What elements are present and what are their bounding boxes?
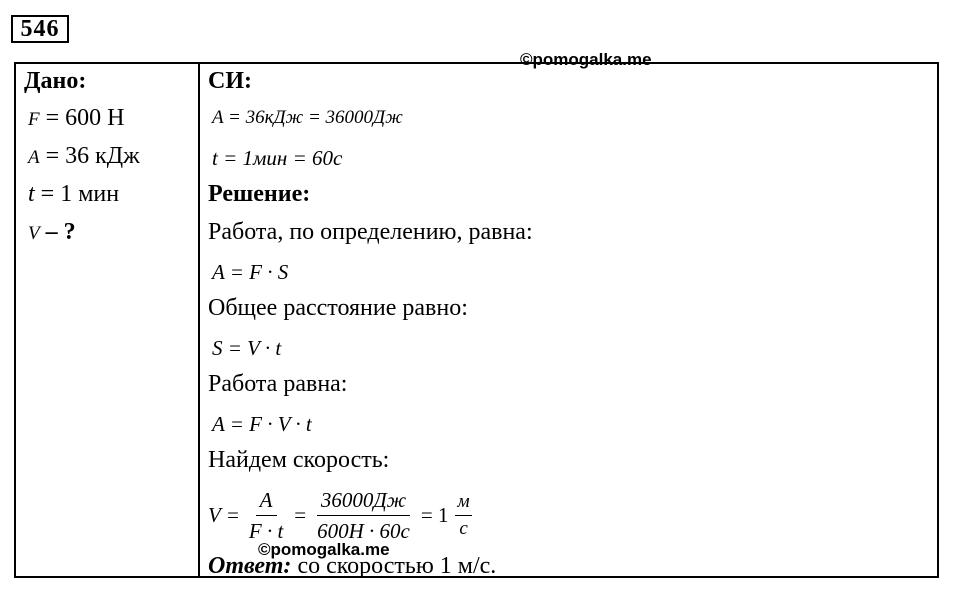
given-work-symbol: A — [28, 147, 40, 168]
fraction-denominator: 600H · 60c — [317, 518, 410, 543]
solution-text-work-definition: Работа, по определению, равна: — [208, 219, 533, 245]
formula-work: A = F · S — [212, 260, 289, 284]
given-time-value: = 1 мин — [34, 181, 120, 207]
solution-text-find-speed: Найдем скорость: — [208, 447, 390, 473]
fraction-work-over-force-time — [245, 487, 287, 544]
given-force-symbol: F — [28, 109, 40, 130]
fraction-numeric — [313, 487, 414, 544]
solution-text-distance: Общее расстояние равно: — [208, 295, 468, 321]
formula-work-expanded: A = F · V · t — [212, 412, 312, 436]
fraction-denominator: F · t — [248, 518, 284, 543]
solution-text-work-equals: Работа равна: — [208, 371, 348, 397]
given-work — [28, 142, 140, 172]
fraction-unit — [455, 491, 471, 540]
speed-lhs: V = — [208, 502, 240, 527]
given-unknown-value: – ? — [39, 219, 76, 245]
given-force-value: = 600 Н — [39, 105, 125, 131]
given-work-value: = 36 кДж — [39, 143, 140, 169]
watermark-top: ©pomogalka.me — [520, 50, 652, 69]
given-force — [28, 104, 124, 134]
formula-distance: S = V · t — [212, 336, 282, 360]
given-title: Дано: — [24, 68, 87, 94]
given-time — [28, 180, 119, 208]
fraction-numerator: A — [256, 487, 277, 516]
answer-text: со скоростью 1 м/с. — [291, 553, 497, 579]
answer-label: Ответ: — [208, 553, 292, 579]
task-table — [14, 62, 939, 578]
given-time-symbol: t — [28, 181, 35, 207]
given-unknown-symbol: V — [28, 223, 40, 244]
formula-speed-calculation — [208, 482, 477, 548]
fraction-numerator: 36000Дж — [317, 487, 410, 516]
solution-title: Решение: — [208, 181, 311, 207]
si-title: СИ: — [208, 68, 252, 94]
watermark-bottom: ©pomogalka.me — [258, 540, 390, 559]
given-unknown — [28, 218, 76, 248]
unit-denominator: с — [459, 517, 468, 539]
si-work-conversion: A = 36кДж = 36000Дж — [212, 107, 403, 128]
equals-sign: = — [294, 502, 307, 527]
si-time-conversion: t = 1мин = 60c — [212, 146, 343, 170]
speed-result: = 1 — [420, 502, 449, 527]
unit-numerator: м — [455, 491, 471, 516]
problem-number: 546 — [11, 15, 69, 43]
column-divider — [198, 64, 200, 576]
